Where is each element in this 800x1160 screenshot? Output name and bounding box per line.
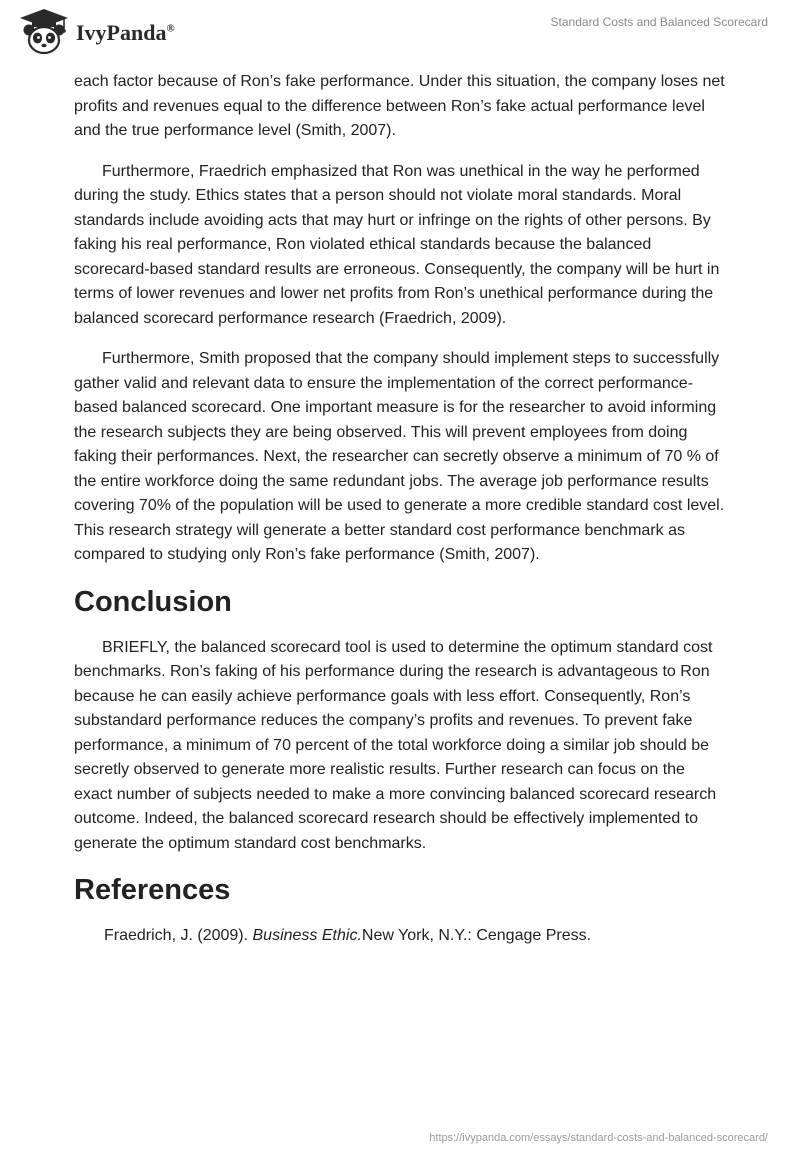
conclusion-heading: Conclusion	[74, 585, 232, 618]
references-heading: References	[74, 874, 231, 906]
brand-text: IvyPanda	[76, 20, 167, 45]
panda-logo-icon[interactable]	[18, 8, 70, 56]
body-paragraph-3: Furthermore, Smith proposed that the company should implement steps to successfully gather valid and relevant data to ensure the implementation of the correct performance-based balanced scorecard. One important measure is for the researcher to avoid informing the research subjects they are being observed. This will prevent employees from doing faking their performances. Next, the researcher can secretly observe a minimum of 70 % of the entire workforce doing the same redundant jobs. The average job performance results covering 70% of the population will be used to generate a more credible standard cost level. This research strategy will generate a better standard cost performance benchmark as compared to studying only Ron’s fake performance (Smith, 2007).	[74, 350, 725, 563]
reference-publisher: New York, N.Y.: Cengage Press.	[361, 927, 592, 944]
body-paragraph-1: each factor because of Ron’s fake performance. Under this situation, the company loses net profits and revenues equal to the difference between Ron’s fake actual performance level and the true performance level (Smith, 2007).	[74, 73, 725, 139]
source-url[interactable]: https://ivypanda.com/essays/standard-costs-and-balanced-scorecard/	[429, 1132, 768, 1144]
reference-entry	[74, 924, 726, 948]
conclusion-paragraph: BRIEFLY, the balanced scorecard tool is used to determine the optimum standard cost benchmarks. Ron’s faking of his performance during the research is advantageous to Ron because he can easily achieve performance goals with less effort. Consequently, Ron’s substandard performance reduces the company’s profits and revenues. To prevent fake performance, a minimum of 70 percent of the total workforce doing a similar job should be secretly observed to generate more realistic results. Further research can focus on the exact number of subjects needed to make a more convincing balanced scorecard research outcome. Indeed, the balanced scorecard research should be effectively implemented to generate the optimum standard cost benchmarks.	[74, 638, 717, 852]
essay-body	[74, 70, 726, 948]
reference-authors: Fraedrich, J. (2009).	[104, 927, 253, 944]
page-header	[0, 0, 800, 70]
registered-mark: ®	[166, 22, 175, 35]
body-paragraph-2: Furthermore, Fraedrich emphasized that Ron was unethical in the way he performed during the study. Ethics states that a person should not violate moral standards. Moral standards include avoiding acts that may hurt or infringe on the rights of other persons. By faking his real performance, Ron violated ethical standards because the balanced scorecard-based standard results are erroneous. Consequently, the company will be hurt in terms of lower revenues and lower net profits from Ron’s unethical performance during the balanced scorecard performance research (Fraedrich, 2009).	[74, 162, 720, 327]
document-title: Standard Costs and Balanced Scorecard	[550, 15, 768, 29]
brand-name[interactable]	[76, 20, 175, 46]
reference-title: Business Ethic.	[252, 927, 362, 944]
